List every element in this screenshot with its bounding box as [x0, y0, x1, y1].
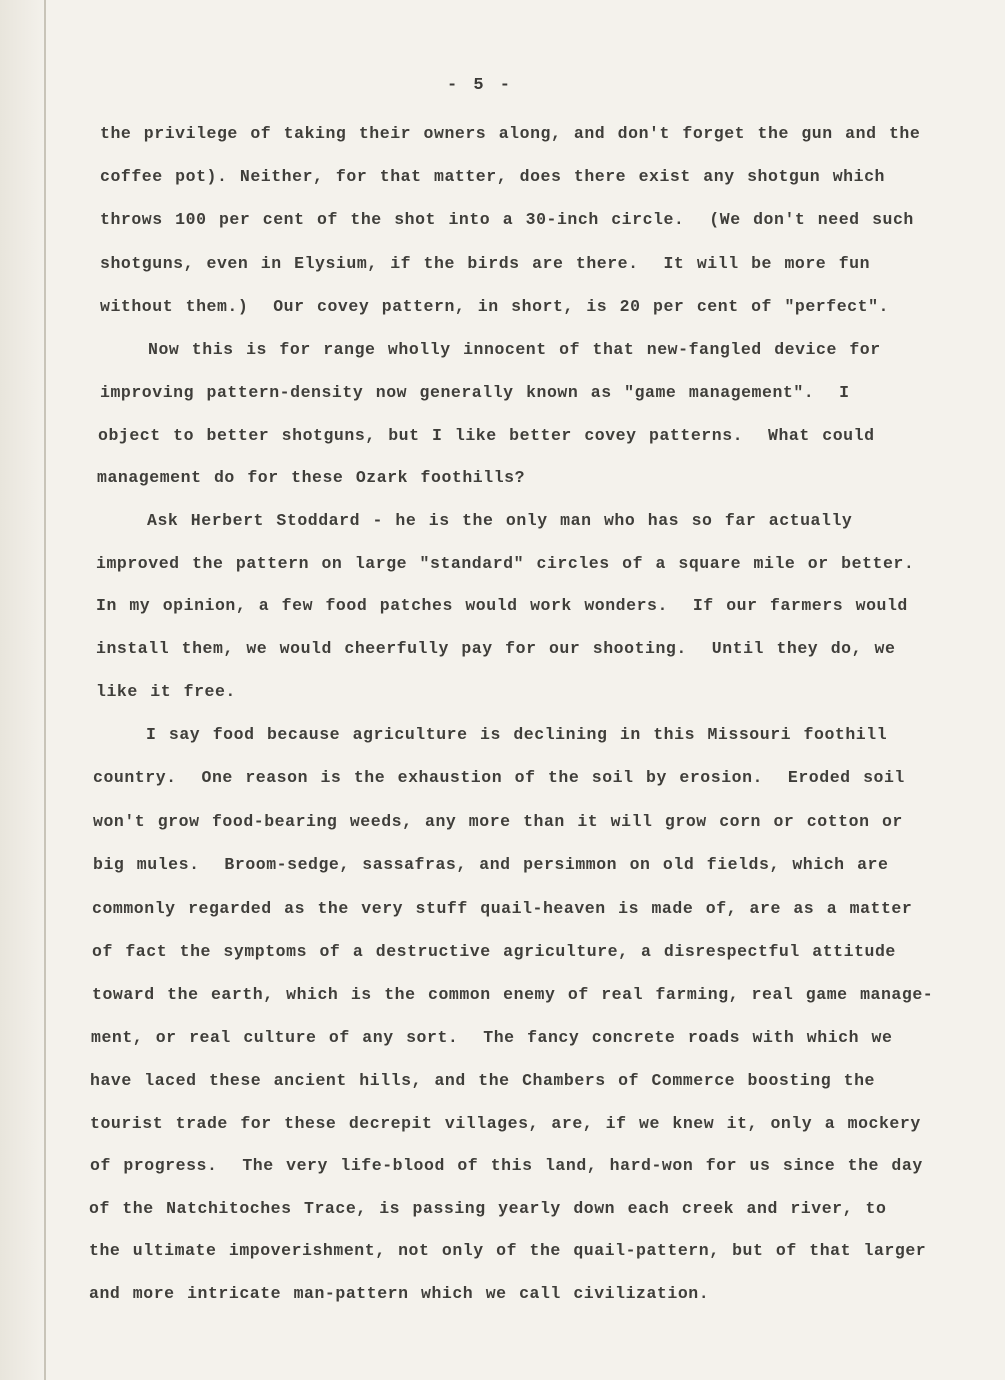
- text-line: Now this is for range wholly innocent of that new-fangled device for: [148, 340, 881, 359]
- text-line: Ask Herbert Stoddard - he is the only man who has so far actually: [147, 511, 853, 530]
- text-line: commonly regarded as the very stuff quail-heaven is made of, are as a matter: [92, 899, 913, 918]
- text-line: shotguns, even in Elysium, if the birds are there. It will be more fun: [100, 254, 871, 273]
- text-line: of fact the symptoms of a destructive agriculture, a disrespectful attitude: [92, 942, 896, 961]
- text-line: the privilege of taking their owners along, and don't forget the gun and the: [100, 124, 921, 143]
- text-line: without them.) Our covey pattern, in short, is 20 per cent of "perfect".: [100, 297, 889, 316]
- text-line: In my opinion, a few food patches would work wonders. If our farmers would: [96, 596, 908, 615]
- text-line: install them, we would cheerfully pay for our shooting. Until they do, we: [96, 639, 896, 658]
- text-line: ment, or real culture of any sort. The fancy concrete roads with which we: [91, 1028, 893, 1047]
- text-line: like it free.: [96, 682, 236, 701]
- text-line: and more intricate man-pattern which we call civilization.: [89, 1284, 710, 1303]
- text-line: the ultimate impoverishment, not only of the quail-pattern, but of that larger: [89, 1241, 927, 1260]
- text-line: throws 100 per cent of the shot into a 30-inch circle. (We don't need such: [100, 210, 914, 229]
- text-line: I say food because agriculture is declining in this Missouri foothill: [146, 725, 888, 744]
- text-line: of the Natchitoches Trace, is passing yearly down each creek and river, to: [89, 1199, 887, 1218]
- text-line: toward the earth, which is the common enemy of real farming, real game manage-: [92, 985, 934, 1004]
- text-line: object to better shotguns, but I like better covey patterns. What could: [98, 426, 875, 445]
- text-line: country. One reason is the exhaustion of the soil by erosion. Eroded soil: [93, 768, 905, 787]
- text-line: management do for these Ozark foothills?: [97, 468, 526, 487]
- page-number: - 5 -: [446, 76, 513, 95]
- text-line: tourist trade for these decrepit villages, are, if we knew it, only a mockery: [90, 1114, 921, 1133]
- text-line: have laced these ancient hills, and the Chambers of Commerce boosting the: [90, 1071, 875, 1090]
- text-line: improving pattern-density now generally known as "game management". I: [100, 383, 850, 402]
- text-line: big mules. Broom-sedge, sassafras, and persimmon on old fields, which are: [93, 855, 889, 874]
- text-line: won't grow food-bearing weeds, any more than it will grow corn or cotton or: [93, 812, 903, 831]
- text-line: of progress. The very life-blood of this land, hard-won for us since the day: [90, 1156, 923, 1175]
- text-line: improved the pattern on large "standard" circles of a square mile or better.: [96, 554, 915, 573]
- text-line: coffee pot). Neither, for that matter, does there exist any shotgun which: [100, 167, 885, 186]
